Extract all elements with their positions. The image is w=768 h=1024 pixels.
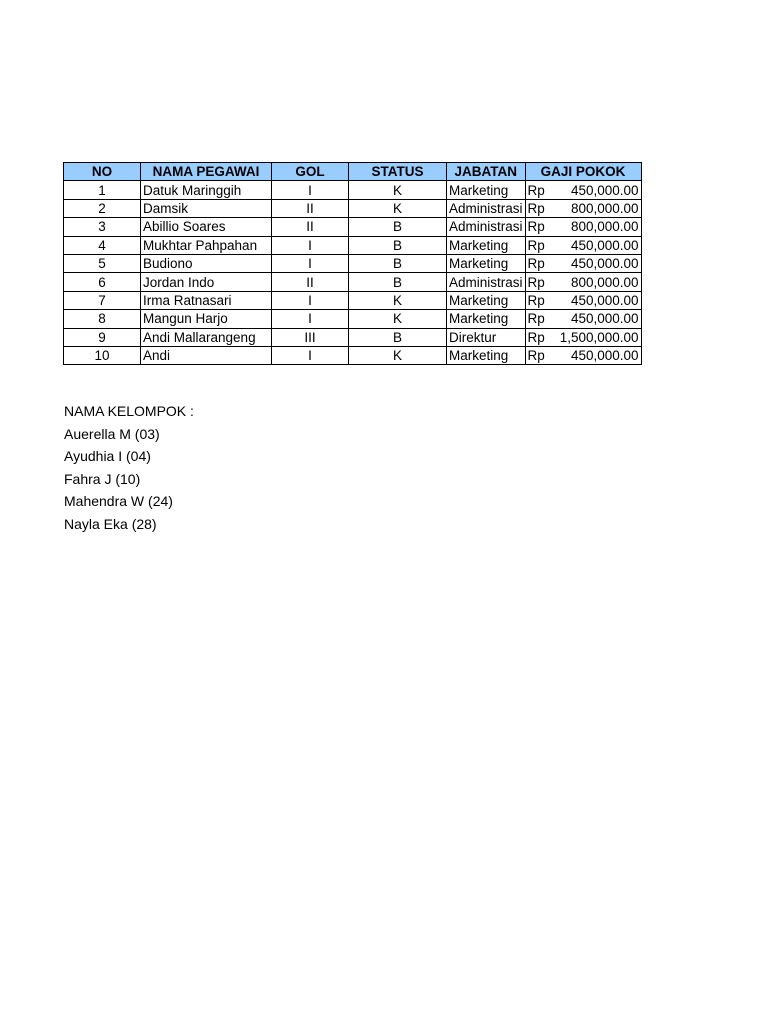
cell-jabatan: Marketing — [447, 291, 526, 309]
group-heading: NAMA KELOMPOK : — [64, 403, 194, 419]
cell-status: B — [349, 273, 447, 291]
cell-gaji-pokok — [525, 254, 641, 272]
group-members — [64, 400, 194, 536]
cell-nama-pegawai: Irma Ratnasari — [141, 291, 272, 309]
group-member: Mahendra W (24) — [64, 493, 173, 510]
header-no: NO — [64, 163, 141, 181]
currency-label: Rp — [527, 256, 545, 272]
cell-no: 5 — [64, 254, 141, 272]
cell-no: 7 — [64, 291, 141, 309]
table-header-row — [64, 163, 642, 181]
cell-status: B — [349, 328, 447, 346]
salary-amount: 1,500,000.00 — [559, 329, 639, 345]
cell-gaji-pokok — [525, 218, 641, 236]
cell-gol: I — [272, 181, 349, 199]
cell-jabatan: Marketing — [447, 346, 526, 364]
cell-gol: III — [272, 328, 349, 346]
cell-nama-pegawai: Jordan Indo — [141, 273, 272, 291]
cell-no: 1 — [64, 181, 141, 199]
group-member: Auerella M (03) — [64, 425, 160, 442]
cell-gol: I — [272, 236, 349, 254]
currency-label: Rp — [527, 237, 545, 253]
group-member: Ayudhia I (04) — [64, 448, 151, 465]
cell-gaji-pokok — [525, 291, 641, 309]
cell-nama-pegawai: Abillio Soares — [141, 218, 272, 236]
group-member: Fahra J (10) — [64, 470, 141, 487]
salary-amount: 450,000.00 — [570, 256, 639, 272]
cell-no: 4 — [64, 236, 141, 254]
salary-amount: 450,000.00 — [570, 348, 639, 364]
cell-nama-pegawai: Mangun Harjo — [141, 310, 272, 328]
table-row — [64, 328, 642, 346]
cell-status: B — [349, 254, 447, 272]
cell-gaji-pokok — [525, 310, 641, 328]
header-gaji-pokok: GAJI POKOK — [525, 163, 641, 181]
cell-nama-pegawai: Damsik — [141, 199, 272, 217]
header-gol: GOL — [272, 163, 349, 181]
currency-label: Rp — [527, 219, 545, 235]
cell-jabatan: Marketing — [447, 254, 526, 272]
cell-gaji-pokok — [525, 236, 641, 254]
currency-label: Rp — [527, 182, 545, 198]
table-body — [64, 181, 642, 365]
header-nama-pegawai: NAMA PEGAWAI — [141, 163, 272, 181]
salary-amount: 450,000.00 — [570, 237, 639, 253]
salary-amount: 800,000.00 — [570, 274, 639, 290]
currency-label: Rp — [527, 274, 545, 290]
cell-gol: I — [272, 291, 349, 309]
cell-nama-pegawai: Budiono — [141, 254, 272, 272]
cell-jabatan: Marketing — [447, 236, 526, 254]
currency-label: Rp — [527, 311, 545, 327]
table-row — [64, 218, 642, 236]
cell-gol: I — [272, 310, 349, 328]
table-row — [64, 291, 642, 309]
salary-amount: 450,000.00 — [570, 292, 639, 308]
currency-label: Rp — [527, 200, 545, 216]
cell-gol: II — [272, 218, 349, 236]
salary-amount: 800,000.00 — [570, 219, 639, 235]
cell-no: 6 — [64, 273, 141, 291]
cell-no: 10 — [64, 346, 141, 364]
table-row — [64, 273, 642, 291]
cell-nama-pegawai: Datuk Maringgih — [141, 181, 272, 199]
table-row — [64, 254, 642, 272]
cell-status: K — [349, 181, 447, 199]
cell-gol: I — [272, 254, 349, 272]
cell-status: B — [349, 218, 447, 236]
header-status: STATUS — [349, 163, 447, 181]
table-row — [64, 236, 642, 254]
table-row — [64, 346, 642, 364]
cell-status: K — [349, 291, 447, 309]
currency-label: Rp — [527, 329, 545, 345]
group-member: Nayla Eka (28) — [64, 515, 157, 532]
cell-gaji-pokok — [525, 346, 641, 364]
table-row — [64, 310, 642, 328]
cell-no: 9 — [64, 328, 141, 346]
cell-no: 8 — [64, 310, 141, 328]
cell-gol: I — [272, 346, 349, 364]
cell-jabatan: Marketing — [447, 310, 526, 328]
cell-gol: II — [272, 199, 349, 217]
cell-no: 2 — [64, 199, 141, 217]
cell-status: K — [349, 346, 447, 364]
cell-jabatan: Marketing — [447, 181, 526, 199]
cell-nama-pegawai: Andi — [141, 346, 272, 364]
table-row — [64, 181, 642, 199]
salary-amount: 450,000.00 — [570, 311, 639, 327]
cell-gaji-pokok — [525, 273, 641, 291]
cell-nama-pegawai: Mukhtar Pahpahan — [141, 236, 272, 254]
cell-no: 3 — [64, 218, 141, 236]
cell-status: B — [349, 236, 447, 254]
currency-label: Rp — [527, 292, 545, 308]
header-jabatan: JABATAN — [447, 163, 526, 181]
salary-amount: 800,000.00 — [570, 200, 639, 216]
table-row — [64, 199, 642, 217]
salary-amount: 450,000.00 — [570, 182, 639, 198]
cell-status: K — [349, 310, 447, 328]
cell-gaji-pokok — [525, 181, 641, 199]
cell-jabatan: Administrasi — [447, 273, 526, 291]
salary-table — [63, 162, 642, 365]
cell-gaji-pokok — [525, 328, 641, 346]
cell-nama-pegawai: Andi Mallarangeng — [141, 328, 272, 346]
cell-jabatan: Administrasi — [447, 199, 526, 217]
currency-label: Rp — [527, 348, 545, 364]
cell-gol: II — [272, 273, 349, 291]
cell-jabatan: Direktur — [447, 328, 526, 346]
cell-gaji-pokok — [525, 199, 641, 217]
cell-jabatan: Administrasi — [447, 218, 526, 236]
cell-status: K — [349, 199, 447, 217]
